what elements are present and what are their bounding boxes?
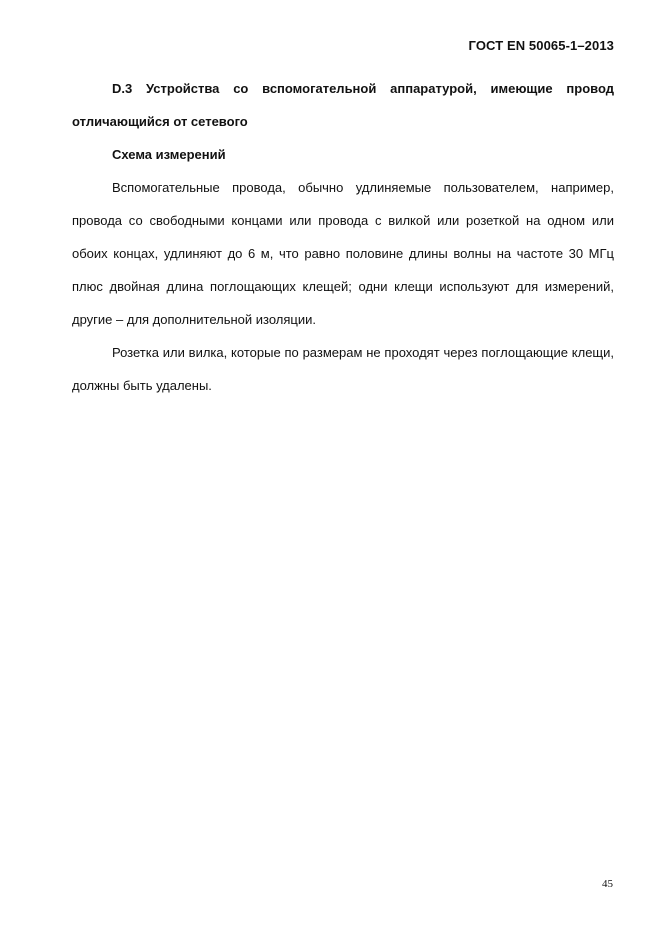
paragraph-socket-plug-removal: Розетка или вилка, которые по размерам не проходят через поглощающие клещи, должны быть удалены. <box>72 345 614 393</box>
section-heading: D.3 Устройства со вспомогательной аппаратурой, имеющие провод отличающийся от сетевого <box>72 81 614 129</box>
page-content <box>72 72 614 402</box>
measurement-scheme-heading: Схема измерений <box>112 147 226 162</box>
page-number: 45 <box>602 878 613 890</box>
document-code-header: ГОСТ EN 50065-1–2013 <box>468 38 614 53</box>
paragraph-auxiliary-wires: Вспомогательные провода, обычно удлиняемые пользователем, например, провода со свободными концами или провода с вилкой или розеткой на одном или обоих концах, удлиняют до 6 м, что равно половине длины волны на частоте 30 МГц плюс двойная длина поглощающих клещей; одни клещи используют для измерений, другие – для дополнительной изоляции. <box>72 180 614 327</box>
